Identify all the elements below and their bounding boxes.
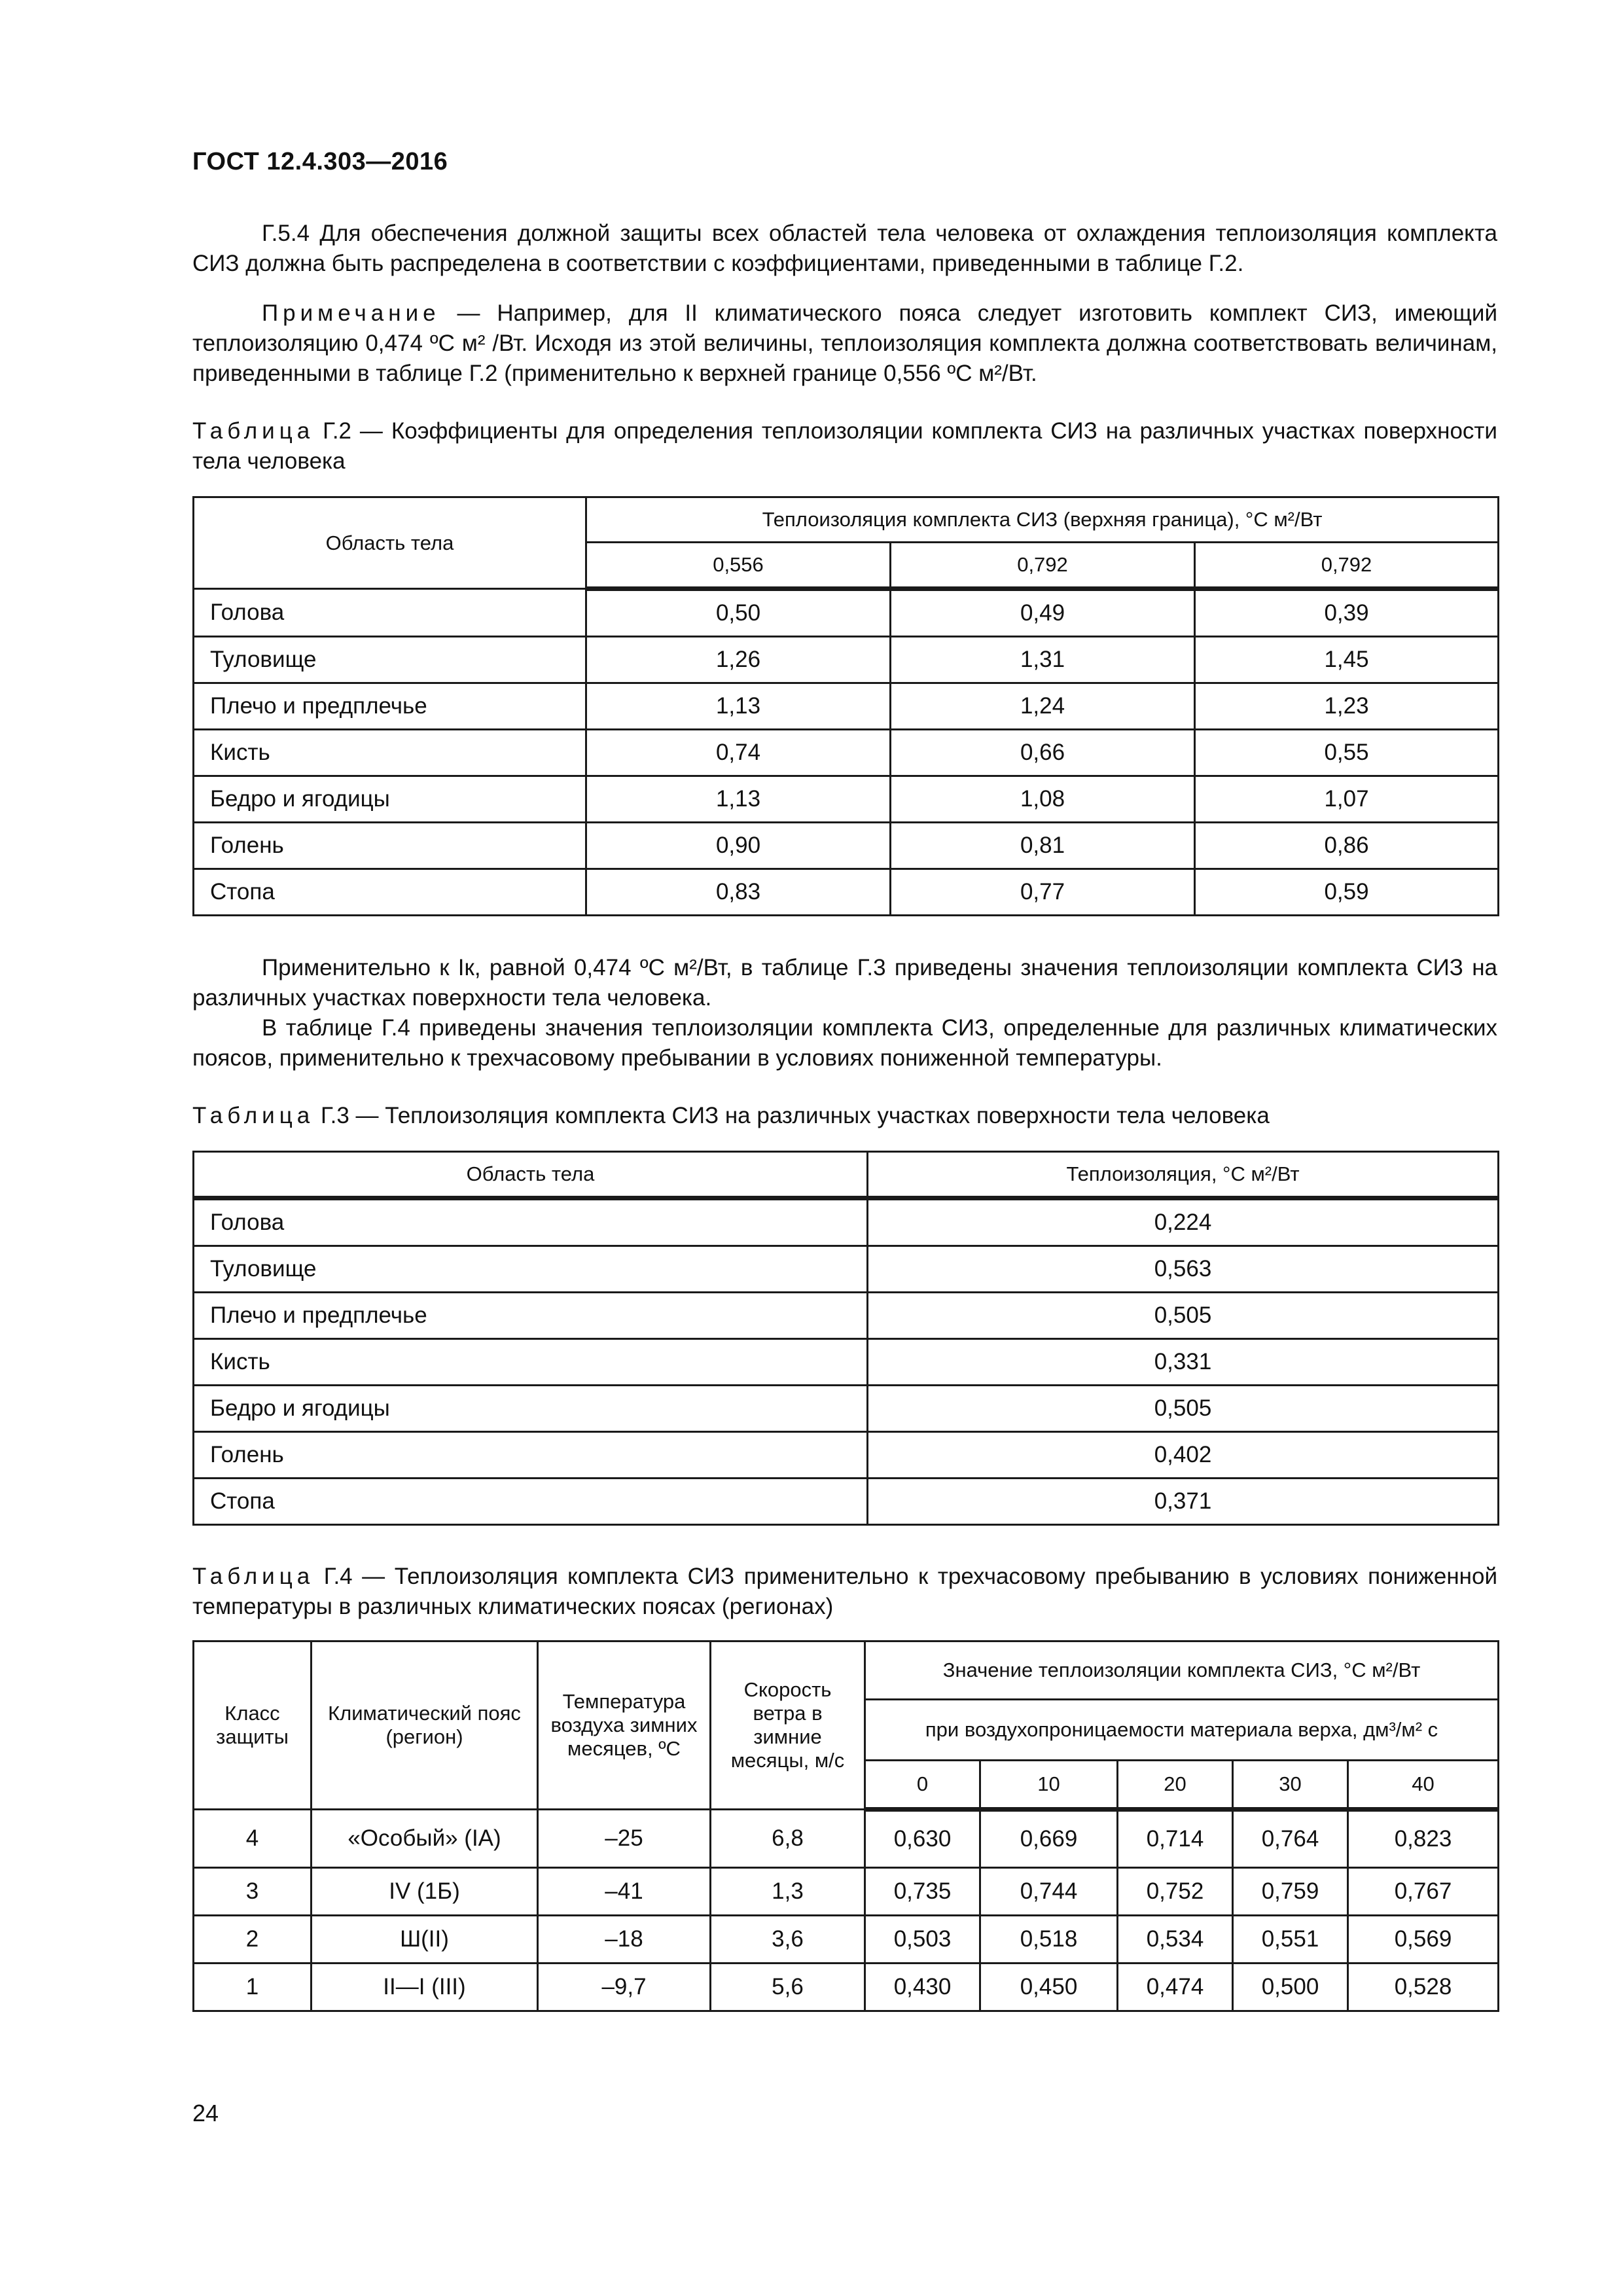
table-cell: –41 bbox=[538, 1868, 711, 1916]
table-cell: 0,50 bbox=[586, 589, 891, 637]
table-g4-subheader: 0 bbox=[865, 1761, 980, 1810]
table-cell: 0,59 bbox=[1195, 869, 1499, 916]
note-label: Примечание bbox=[262, 300, 440, 326]
table-g4-caption-text: Г.4 — Теплоизоляция комплекта СИЗ применительно к трехчасовому пребыванию в условиях пониженной температуры в различных климатических поясах (регионах) bbox=[192, 1564, 1497, 1619]
table-g4-caption bbox=[192, 1562, 1497, 1622]
table-g2-caption-text: Г.2 — Коэффициенты для определения теплоизоляции комплекта СИЗ на различных участках поверхности тела человека bbox=[192, 418, 1497, 474]
table-cell: 0,81 bbox=[891, 823, 1195, 869]
table-cell: 0,39 bbox=[1195, 589, 1499, 637]
table-cell: Кисть bbox=[194, 730, 586, 776]
table-cell: 6,8 bbox=[711, 1810, 865, 1868]
table-cell: 0,402 bbox=[868, 1432, 1499, 1479]
table-g4-header-group: Значение теплоизоляции комплекта СИЗ, °С м²/Вт bbox=[865, 1641, 1499, 1700]
table-g3-header-value: Теплоизоляция, °С м²/Вт bbox=[868, 1152, 1499, 1198]
table-cell: 0,563 bbox=[868, 1246, 1499, 1293]
table-cell: 0,764 bbox=[1233, 1810, 1348, 1868]
table-g2-subheader: 0,792 bbox=[1195, 543, 1499, 589]
table-g3-caption-label: Таблица bbox=[192, 1103, 315, 1128]
table-g3 bbox=[192, 1151, 1499, 1526]
table-cell: 0,90 bbox=[586, 823, 891, 869]
table-cell: 1,13 bbox=[586, 683, 891, 730]
table-cell: 0,430 bbox=[865, 1964, 980, 2011]
table-cell: IV (1Б) bbox=[312, 1868, 538, 1916]
table-cell: Бедро и ягодицы bbox=[194, 1386, 868, 1432]
paragraph-g4-intro-text: В таблице Г.4 приведены значения теплоизоляции комплекта СИЗ, определенные для различных климатических поясов, применительно к трехчасовому пребывании в условиях пониженной температуры. bbox=[192, 1015, 1497, 1071]
table-cell: –9,7 bbox=[538, 1964, 711, 2011]
table-cell: 5,6 bbox=[711, 1964, 865, 2011]
page-number: 24 bbox=[192, 2100, 219, 2126]
table-cell: 0,371 bbox=[868, 1479, 1499, 1525]
table-g4 bbox=[192, 1640, 1499, 2012]
table-cell: 0,500 bbox=[1233, 1964, 1348, 2011]
table-g3-header-body: Область тела bbox=[194, 1152, 868, 1198]
table-cell: Плечо и предплечье bbox=[194, 1293, 868, 1339]
table-row bbox=[194, 776, 1499, 823]
table-row bbox=[194, 589, 1499, 637]
table-cell: 0,505 bbox=[868, 1386, 1499, 1432]
table-g4-header-class: Класс защиты bbox=[194, 1641, 312, 1810]
table-cell: 0,767 bbox=[1348, 1868, 1499, 1916]
table-g4-subheader: 20 bbox=[1118, 1761, 1233, 1810]
table-cell: 0,503 bbox=[865, 1916, 980, 1964]
table-cell: 3,6 bbox=[711, 1916, 865, 1964]
table-cell: 1,13 bbox=[586, 776, 891, 823]
note-paragraph bbox=[192, 298, 1497, 389]
table-g4-header-temperature: Температура воздуха зимних месяцев, ºС bbox=[538, 1641, 711, 1810]
table-g2-subheader: 0,556 bbox=[586, 543, 891, 589]
table-cell: 0,474 bbox=[1118, 1964, 1233, 2011]
table-cell: –18 bbox=[538, 1916, 711, 1964]
table-row bbox=[194, 1432, 1499, 1479]
table-cell: 0,450 bbox=[980, 1964, 1118, 2011]
table-cell: 1,45 bbox=[1195, 637, 1499, 683]
table-cell: 0,77 bbox=[891, 869, 1195, 916]
table-cell: 1,26 bbox=[586, 637, 891, 683]
table-cell: 0,714 bbox=[1118, 1810, 1233, 1868]
table-cell: –25 bbox=[538, 1810, 711, 1868]
table-cell: Голень bbox=[194, 823, 586, 869]
table-row bbox=[194, 1479, 1499, 1525]
table-cell: Плечо и предплечье bbox=[194, 683, 586, 730]
table-cell: 1,08 bbox=[891, 776, 1195, 823]
table-row bbox=[194, 730, 1499, 776]
table-g2-header-group: Теплоизоляция комплекта СИЗ (верхняя граница), °С м²/Вт bbox=[586, 497, 1499, 543]
table-cell: Туловище bbox=[194, 1246, 868, 1293]
paragraph-g54-text: Г.5.4 Для обеспечения должной защиты всех областей тела человека от охлаждения теплоизоляция комплекта СИЗ должна быть распределена в соответствии с коэффициентами, приведенными в таблице Г.2. bbox=[192, 221, 1497, 276]
table-cell: Стопа bbox=[194, 1479, 868, 1525]
table-row bbox=[194, 683, 1499, 730]
table-cell: 1,3 bbox=[711, 1868, 865, 1916]
table-cell: «Особый» (IA) bbox=[312, 1810, 538, 1868]
table-row bbox=[194, 1386, 1499, 1432]
table-cell: 1,31 bbox=[891, 637, 1195, 683]
table-row bbox=[194, 1916, 1499, 1964]
paragraph-g4-intro bbox=[192, 1013, 1497, 1073]
table-cell: 0,518 bbox=[980, 1916, 1118, 1964]
table-cell: 0,752 bbox=[1118, 1868, 1233, 1916]
table-cell: 0,630 bbox=[865, 1810, 980, 1868]
table-cell: 0,744 bbox=[980, 1868, 1118, 1916]
table-g2-caption-label: Таблица bbox=[192, 418, 315, 444]
table-cell: 0,224 bbox=[868, 1198, 1499, 1246]
table-cell: 0,331 bbox=[868, 1339, 1499, 1386]
table-cell: 0,528 bbox=[1348, 1964, 1499, 2011]
table-cell: 0,823 bbox=[1348, 1810, 1499, 1868]
table-cell: 4 bbox=[194, 1810, 312, 1868]
table-cell: II—I (III) bbox=[312, 1964, 538, 2011]
table-row bbox=[194, 1810, 1499, 1868]
table-cell: Туловище bbox=[194, 637, 586, 683]
table-cell: 0,551 bbox=[1233, 1916, 1348, 1964]
table-row bbox=[194, 1246, 1499, 1293]
table-g2-caption bbox=[192, 416, 1497, 476]
standard-code-header: ГОСТ 12.4.303—2016 bbox=[192, 148, 448, 175]
table-cell: Кисть bbox=[194, 1339, 868, 1386]
table-cell: Стопа bbox=[194, 869, 586, 916]
table-cell: 0,735 bbox=[865, 1868, 980, 1916]
paragraph-g3-intro-text: Применительно к Iк, равной 0,474 ºС м²/Вт, в таблице Г.3 приведены значения теплоизоляции комплекта СИЗ на различных участках поверхности тела человека. bbox=[192, 955, 1497, 1011]
table-g4-header-zone: Климатический пояс (регион) bbox=[312, 1641, 538, 1810]
table-cell: Голень bbox=[194, 1432, 868, 1479]
table-cell: 0,669 bbox=[980, 1810, 1118, 1868]
table-g4-subheader: 40 bbox=[1348, 1761, 1499, 1810]
paragraph-g3-intro bbox=[192, 953, 1497, 1013]
table-row bbox=[194, 1868, 1499, 1916]
table-cell: 0,505 bbox=[868, 1293, 1499, 1339]
table-g4-header-subgroup: при воздухопроницаемости материала верха, дм³/м² с bbox=[865, 1700, 1499, 1761]
table-cell: 1,24 bbox=[891, 683, 1195, 730]
table-row bbox=[194, 1198, 1499, 1246]
note-text: — Например, для II климатического пояса следует изготовить комплект СИЗ, имеющий теплоизоляцию 0,474 ºС м² /Вт. Исходя из этой величины, теплоизоляция комплекта должна соответствовать величинам, приведенными в таблице Г.2 (применительно к верхней границе 0,556 ºС м²/Вт. bbox=[192, 300, 1497, 386]
table-g4-header-wind-speed: Скорость ветра в зимние месяцы, м/с bbox=[711, 1641, 865, 1810]
table-cell: 1,07 bbox=[1195, 776, 1499, 823]
table-g4-subheader: 10 bbox=[980, 1761, 1118, 1810]
table-row bbox=[194, 1293, 1499, 1339]
table-cell: 1 bbox=[194, 1964, 312, 2011]
table-cell: Бедро и ягодицы bbox=[194, 776, 586, 823]
table-g2-subheader: 0,792 bbox=[891, 543, 1195, 589]
table-g2-header-body: Область тела bbox=[194, 497, 586, 589]
table-cell: 3 bbox=[194, 1868, 312, 1916]
paragraph-g54 bbox=[192, 219, 1497, 279]
table-cell: 0,759 bbox=[1233, 1868, 1348, 1916]
table-cell: 0,55 bbox=[1195, 730, 1499, 776]
table-row bbox=[194, 823, 1499, 869]
table-cell: Голова bbox=[194, 1198, 868, 1246]
table-cell: 2 bbox=[194, 1916, 312, 1964]
table-cell: 0,569 bbox=[1348, 1916, 1499, 1964]
table-g4-subheader: 30 bbox=[1233, 1761, 1348, 1810]
table-cell: 0,66 bbox=[891, 730, 1195, 776]
table-cell: 0,74 bbox=[586, 730, 891, 776]
table-cell: 1,23 bbox=[1195, 683, 1499, 730]
table-g4-caption-label: Таблица bbox=[192, 1564, 315, 1589]
table-cell: 0,86 bbox=[1195, 823, 1499, 869]
table-g3-caption bbox=[192, 1101, 1497, 1131]
table-row bbox=[194, 637, 1499, 683]
table-cell: 0,49 bbox=[891, 589, 1195, 637]
table-cell: Ш(II) bbox=[312, 1916, 538, 1964]
table-g2 bbox=[192, 496, 1499, 916]
table-row bbox=[194, 869, 1499, 916]
table-row bbox=[194, 1964, 1499, 2011]
table-cell: Голова bbox=[194, 589, 586, 637]
table-row bbox=[194, 1339, 1499, 1386]
table-cell: 0,534 bbox=[1118, 1916, 1233, 1964]
table-g3-caption-text: Г.3 — Теплоизоляция комплекта СИЗ на различных участках поверхности тела человека bbox=[314, 1103, 1270, 1128]
table-cell: 0,83 bbox=[586, 869, 891, 916]
